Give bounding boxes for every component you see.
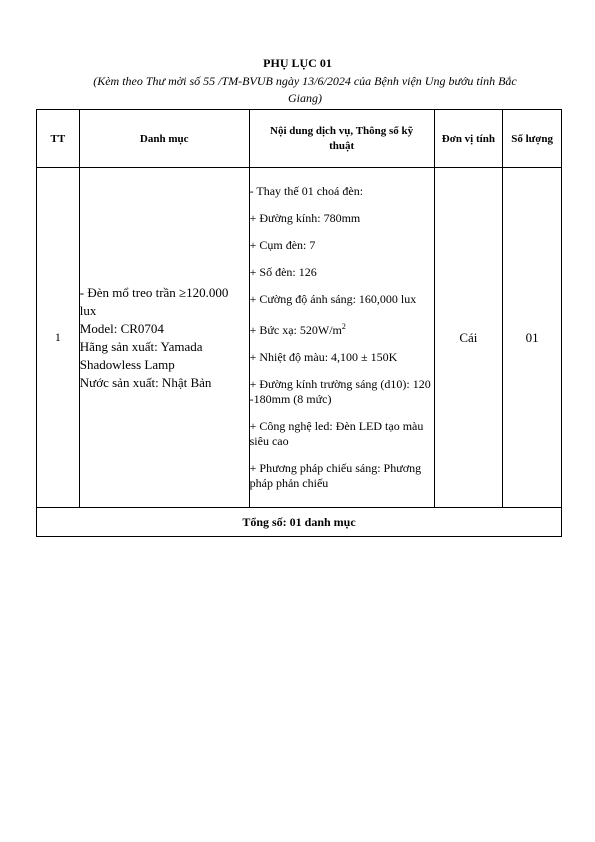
danh-muc-line: Model: CR0704 xyxy=(79,320,164,336)
header-don-vi: Đơn vị tính xyxy=(434,110,503,168)
cell-danh-muc xyxy=(79,168,249,508)
spec-item: + Đường kính trường sáng (d10): 120 -180mm (8 mức) xyxy=(249,377,431,406)
subtitle-line-1: (Kèm theo Thư mời số 55 /TM-BVUB ngày 13/6/2024 của Bệnh viện Ung bướu tỉnh Bắc xyxy=(93,74,517,88)
header-danh-muc: Danh mục xyxy=(79,110,249,168)
spec-item: + Nhiệt độ màu: 4,100 ± 150K xyxy=(249,350,398,364)
cell-so-luong: 01 xyxy=(503,168,562,508)
table-total-row xyxy=(37,508,562,537)
spec-item-radiation xyxy=(250,319,434,338)
danh-muc-line: lux xyxy=(79,302,97,318)
page-subtitle xyxy=(70,73,540,107)
spec-item: + Cụm đèn: 7 xyxy=(249,238,316,252)
danh-muc-line: - Đèn mổ treo trần ≥120.000 xyxy=(79,284,229,300)
total-cell: Tổng số: 01 danh mục xyxy=(37,508,562,537)
header-so-luong: Số lượng xyxy=(503,110,562,168)
cell-don-vi: Cái xyxy=(434,168,503,508)
header-tt: TT xyxy=(37,110,80,168)
cell-tt: 1 xyxy=(37,168,80,508)
header-noi-dung xyxy=(249,110,434,168)
spec-item: - Thay thế 01 choá đèn: xyxy=(249,184,364,198)
danh-muc-line: Shadowless Lamp xyxy=(79,356,175,372)
header-noi-dung-line-1: Nội dung dịch vụ, Thông số kỹ xyxy=(270,124,414,137)
spec-radiation-superscript: 2 xyxy=(341,322,346,331)
spec-item: + Công nghệ led: Đèn LED tạo màu siêu cao xyxy=(249,419,424,448)
spec-item: + Phương pháp chiếu sáng: Phương pháp phản chiếu xyxy=(249,461,422,490)
table-header-row xyxy=(37,110,562,168)
danh-muc-line: Hãng sản xuất: Yamada xyxy=(79,338,203,354)
header-noi-dung-line-2: thuật xyxy=(329,139,355,152)
page-title: PHỤ LỤC 01 xyxy=(263,56,332,70)
appendix-table xyxy=(36,109,562,537)
spec-item: + Cường độ ánh sáng: 160,000 lux xyxy=(249,292,417,306)
table-row xyxy=(37,168,562,508)
spec-item: + Số đèn: 126 xyxy=(249,265,317,279)
danh-muc-line: Nước sản xuất: Nhật Bản xyxy=(79,374,212,390)
subtitle-line-2: Giang) xyxy=(288,91,322,105)
spec-radiation-text: + Bức xạ: 520W/m xyxy=(249,323,342,337)
spec-item: + Đường kính: 780mm xyxy=(249,211,361,225)
cell-specs xyxy=(249,168,434,508)
